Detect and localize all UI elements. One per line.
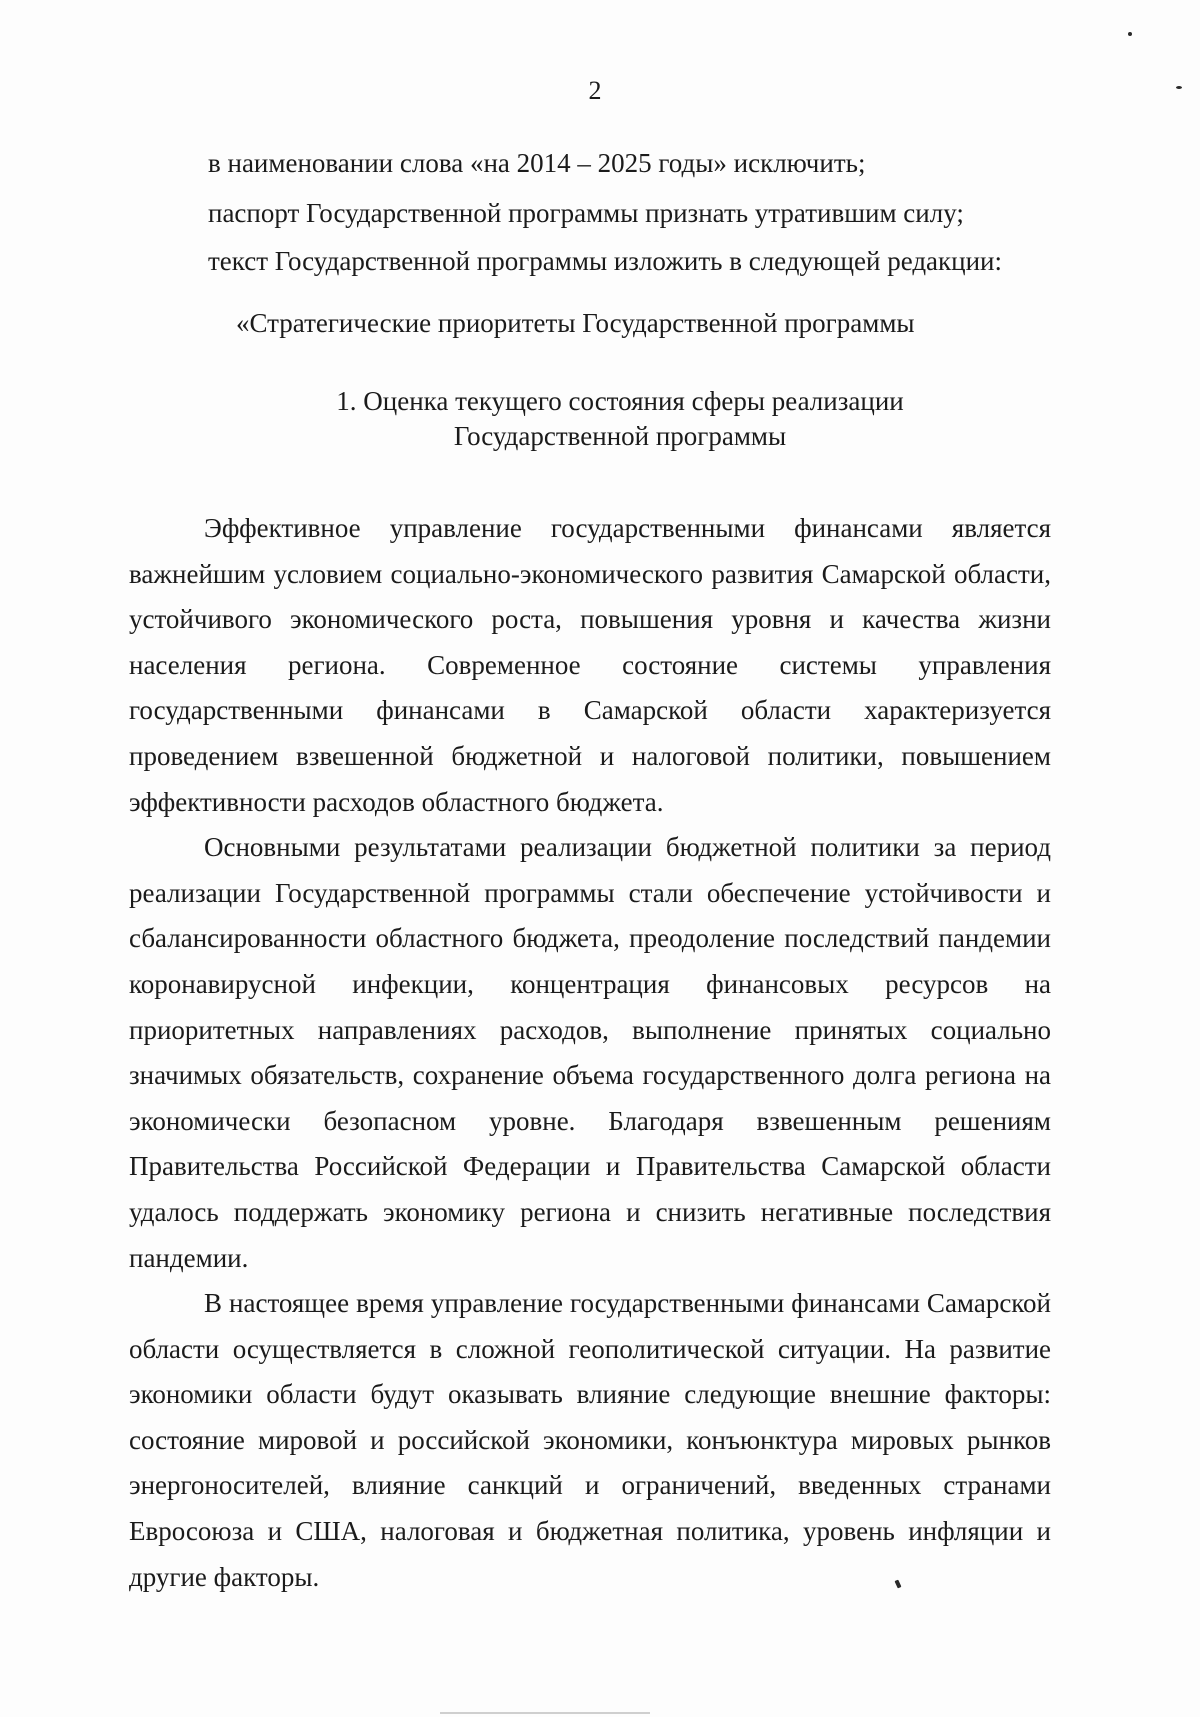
paragraph: Основными результатами реализации бюджетной политики за период реализации Государственной программы стали обеспечение устойчивости и сбалансированности областного бюджета, преодоление последствий пандемии коронавирусной инфекции, концентрация финансовых ресурсов на приоритетных направлениях расходов, выполнение принятых социально значимых обязательств, сохранение объема государственного долга региона на экономически безопасном уровне. Благодаря взвешенным решениям Правительства Российской Федерации и Правительства Самарской области удалось поддержать экономику региона и снизить негативные последствия пандемии. xyxy=(129,832,1051,1273)
paragraph: Эффективное управление государственными финансами является важнейшим условием социально-экономического развития Самарской области, устойчивого экономического роста, повышения уровня и качества жизни населения региона. Современное состояние системы управления государственными финансами в Самарской области характеризуется проведением взвешенной бюджетной и налоговой политики, повышением эффективности расходов областного бюджета. xyxy=(129,513,1051,817)
section-title: «Стратегические приоритеты Государственной программы xyxy=(236,308,915,338)
section-heading xyxy=(300,384,940,453)
scan-speck xyxy=(1128,32,1132,36)
heading-line: 1. Оценка текущего состояния сферы реализации xyxy=(336,386,904,416)
paragraph: В настоящее время управление государственными финансами Самарской области осуществляется в сложной геополитической ситуации. На развитие экономики области будут оказывать влияние следующие внешние факторы: состояние мировой и российской экономики, конъюнктура мировых рынков энергоносителей, влияние санкций и ограничений, введенных странами Евросоюза и США, налоговая и бюджетная политика, уровень инфляции и другие факторы. xyxy=(129,1288,1051,1592)
intro-line: в наименовании слова «на 2014 – 2025 годы» исключить; xyxy=(208,148,866,178)
heading-line: Государственной программы xyxy=(453,420,787,451)
scan-speck xyxy=(1176,86,1182,89)
scan-edge-mark xyxy=(440,1712,650,1714)
intro-line: текст Государственной программы изложить в следующей редакции: xyxy=(208,246,1003,276)
page-number: 2 xyxy=(588,76,602,105)
document-body xyxy=(129,506,1051,1600)
intro-line: паспорт Государственной программы признать утратившим силу; xyxy=(208,198,964,228)
